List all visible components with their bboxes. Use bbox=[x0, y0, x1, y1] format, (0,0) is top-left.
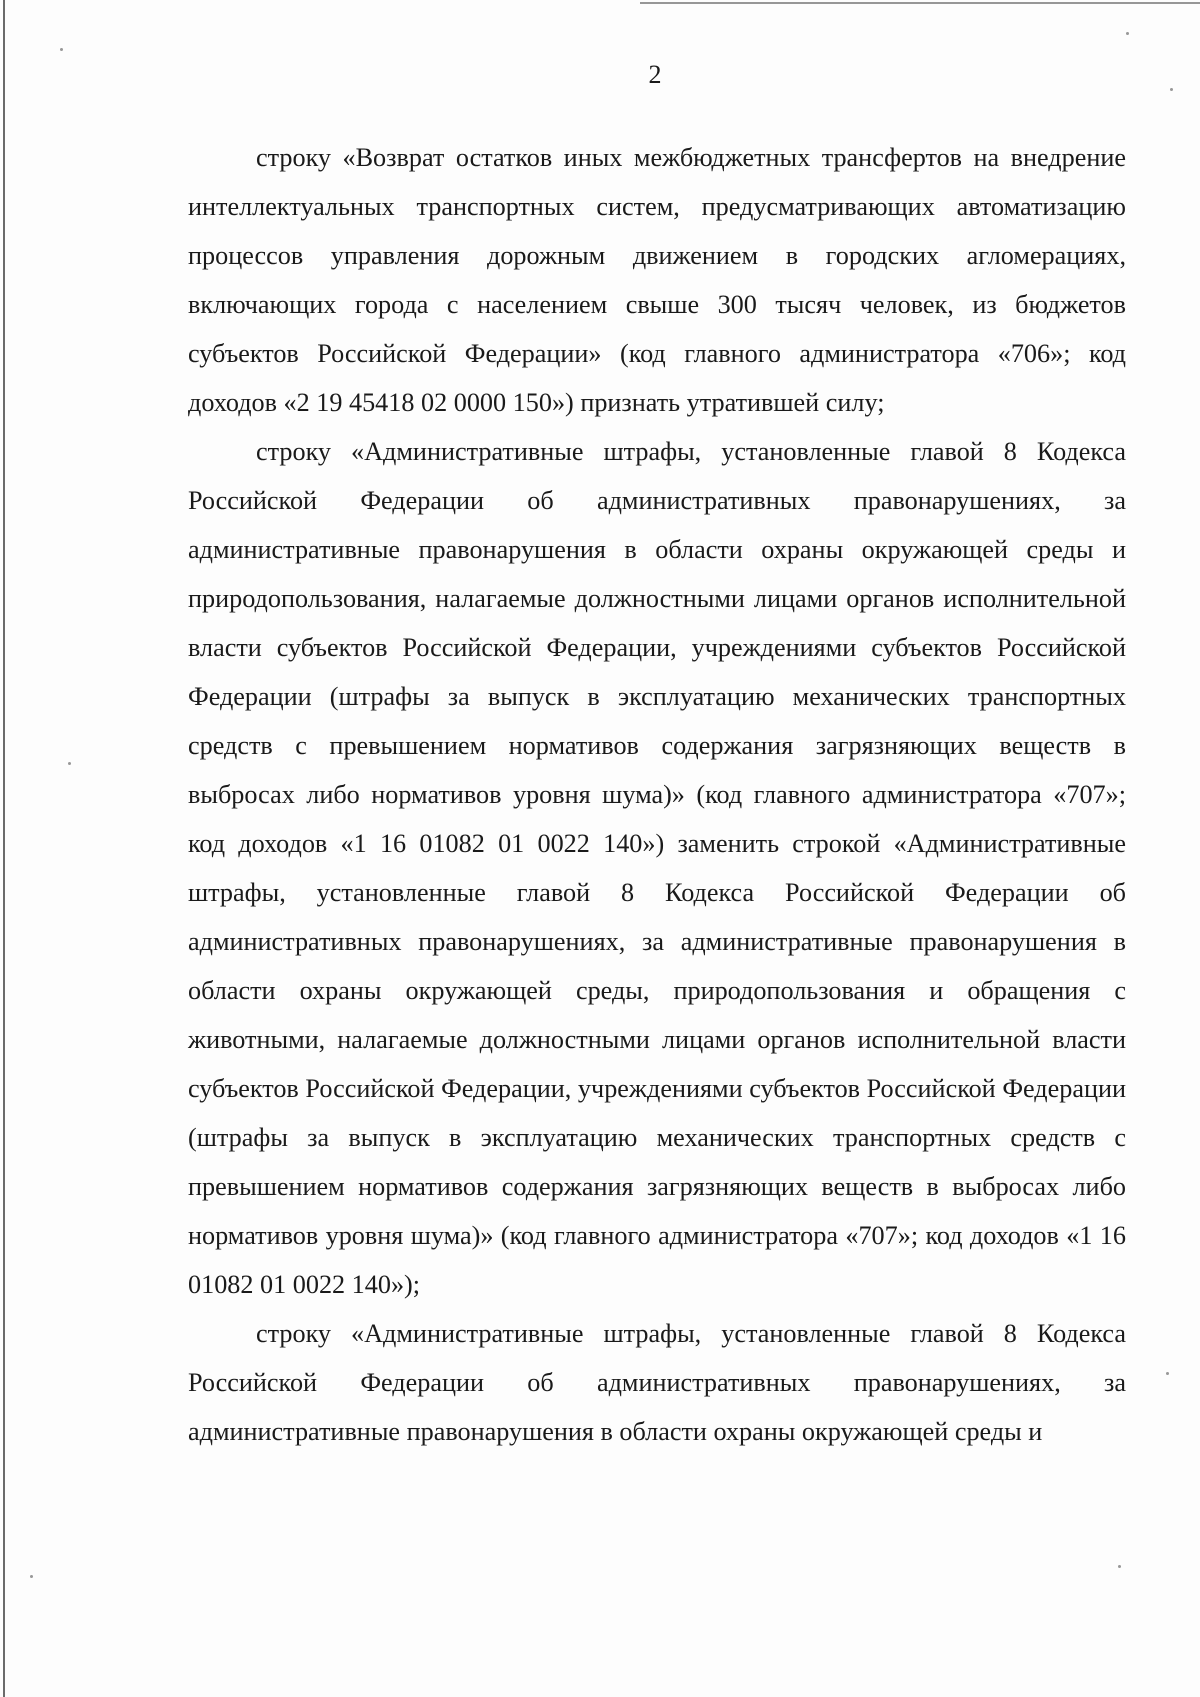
scan-speck bbox=[60, 48, 63, 51]
paragraph-admin-fines-replace: строку «Административные штрафы, установленные главой 8 Кодекса Российской Федерации об административных правонарушениях, за административные правонарушения в области охраны окружающей среды и природопользования, налагаемые должностными лицами органов исполнительной власти субъектов Российской Федерации, учреждениями субъектов Российской Федерации (штрафы за выпуск в эксплуатацию механических транспортных средств с превышением нормативов содержания загрязняющих веществ в выбросах либо нормативов уровня шума)» (код главного администратора «707»; код доходов «1 16 01082 01 0022 140») заменить строкой «Административные штрафы, установленные главой 8 Кодекса Российской Федерации об административных правонарушениях, за административные правонарушения в области охраны окружающей среды, природопользования и обращения с животными, налагаемые должностными лицами органов исполнительной власти субъектов Российской Федерации, учреждениями субъектов Российской Федерации (штрафы за выпуск в эксплуатацию механических транспортных средств с превышением нормативов содержания загрязняющих веществ в выбросах либо нормативов уровня шума)» (код главного администратора «707»; код доходов «1 16 01082 01 0022 140»); bbox=[188, 437, 1126, 1299]
scan-left-edge bbox=[3, 0, 5, 1697]
scan-speck bbox=[1166, 1372, 1169, 1375]
scan-speck bbox=[30, 1575, 33, 1578]
scan-speck bbox=[1118, 1565, 1121, 1568]
scan-speck bbox=[1126, 32, 1129, 35]
document-body bbox=[188, 133, 1126, 1456]
scan-top-edge bbox=[640, 2, 1200, 4]
scan-speck bbox=[68, 762, 71, 765]
page-number: 2 bbox=[648, 60, 662, 89]
paragraph-return-transfers: строку «Возврат остатков иных межбюджетных трансфертов на внедрение интеллектуальных транспортных систем, предусматривающих автоматизацию процессов управления дорожным движением в городских агломерациях, включающих города с населением свыше 300 тысяч человек, из бюджетов субъектов Российской Федерации» (код главного администратора «706»; код доходов «2 19 45418 02 0000 150») признать утратившей силу; bbox=[188, 143, 1126, 417]
scan-speck bbox=[1170, 88, 1173, 91]
paragraph-admin-fines-next: строку «Административные штрафы, установленные главой 8 Кодекса Российской Федерации об административных правонарушениях, за административные правонарушения в области охраны окружающей среды и bbox=[188, 1319, 1126, 1446]
